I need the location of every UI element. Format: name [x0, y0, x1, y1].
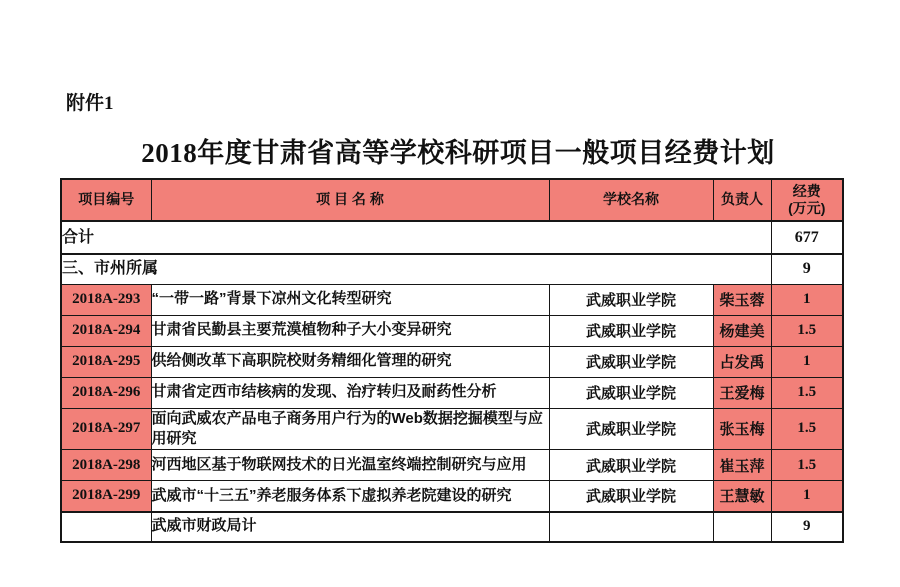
project-fund-cell: 1.5 [771, 315, 843, 346]
project-fund-cell: 1 [771, 346, 843, 377]
project-id-cell: 2018A-298 [61, 450, 151, 481]
project-id-cell: 2018A-293 [61, 284, 151, 315]
project-row [61, 481, 843, 512]
footer-fund-cell: 9 [771, 512, 843, 542]
funding-table [60, 178, 844, 543]
project-id-cell: 2018A-294 [61, 315, 151, 346]
project-fund-cell: 1 [771, 284, 843, 315]
footer-empty-leader-cell [713, 512, 771, 542]
project-school-cell: 武威职业学院 [549, 377, 713, 408]
project-fund-cell: 1.5 [771, 377, 843, 408]
project-name-cell: “一带一路”背景下凉州文化转型研究 [151, 284, 549, 315]
project-fund-cell: 1.5 [771, 450, 843, 481]
project-school-cell: 武威职业学院 [549, 315, 713, 346]
project-id-cell: 2018A-297 [61, 408, 151, 450]
section-fund-cell: 9 [771, 254, 843, 284]
project-name-cell: 河西地区基于物联网技术的日光温室终端控制研究与应用 [151, 450, 549, 481]
project-leader-cell: 柴玉蓉 [713, 284, 771, 315]
total-fund-cell: 677 [771, 221, 843, 254]
footer-label-cell: 武威市财政局计 [151, 512, 549, 542]
header-project-id: 项目编号 [61, 179, 151, 221]
header-project-name: 项 目 名 称 [151, 179, 549, 221]
project-fund-cell: 1 [771, 481, 843, 512]
project-leader-cell: 王爱梅 [713, 377, 771, 408]
header-fund-line1: 经费 [792, 182, 821, 199]
project-school-cell: 武威职业学院 [549, 284, 713, 315]
project-leader-cell: 崔玉萍 [713, 450, 771, 481]
project-leader-cell: 杨建美 [713, 315, 771, 346]
project-row [61, 346, 843, 377]
project-row [61, 284, 843, 315]
project-id-cell: 2018A-296 [61, 377, 151, 408]
project-row [61, 315, 843, 346]
project-fund-cell: 1.5 [771, 408, 843, 450]
project-leader-cell: 张玉梅 [713, 408, 771, 450]
project-leader-cell: 占发禹 [713, 346, 771, 377]
project-id-cell: 2018A-299 [61, 481, 151, 512]
project-row [61, 408, 843, 450]
project-school-cell: 武威职业学院 [549, 450, 713, 481]
page-title: 2018年度甘肃省高等学校科研项目一般项目经费计划 [141, 138, 775, 168]
header-fund-line2: (万元) [788, 200, 826, 216]
project-row [61, 450, 843, 481]
project-name-cell: 甘肃省民勤县主要荒漠植物种子大小变异研究 [151, 315, 549, 346]
footer-empty-school-cell [549, 512, 713, 542]
project-name-cell: 甘肃省定西市结核病的发现、治疗转归及耐药性分析 [151, 377, 549, 408]
project-school-cell: 武威职业学院 [549, 346, 713, 377]
project-school-cell: 武威职业学院 [549, 408, 713, 450]
header-leader: 负责人 [713, 179, 771, 221]
project-leader-cell: 王慧敏 [713, 481, 771, 512]
table-header-row [61, 179, 843, 221]
project-row [61, 377, 843, 408]
project-name-cell: 供给侧改革下高职院校财务精细化管理的研究 [151, 346, 549, 377]
footer-empty-id-cell [61, 512, 151, 542]
project-name-cell: 面向武威农产品电子商务用户行为的Web数据挖掘模型与应用研究 [151, 408, 549, 450]
total-row [61, 221, 843, 254]
project-id-cell: 2018A-295 [61, 346, 151, 377]
header-fund [771, 179, 843, 221]
header-school-name: 学校名称 [549, 179, 713, 221]
project-name-cell: 武威市“十三五”养老服务体系下虚拟养老院建设的研究 [151, 481, 549, 512]
footer-row [61, 512, 843, 542]
project-school-cell: 武威职业学院 [549, 481, 713, 512]
section-label-cell: 三、市州所属 [61, 254, 771, 284]
section-row [61, 254, 843, 284]
attachment-label: 附件1 [66, 93, 114, 114]
total-label-cell: 合计 [61, 221, 771, 254]
